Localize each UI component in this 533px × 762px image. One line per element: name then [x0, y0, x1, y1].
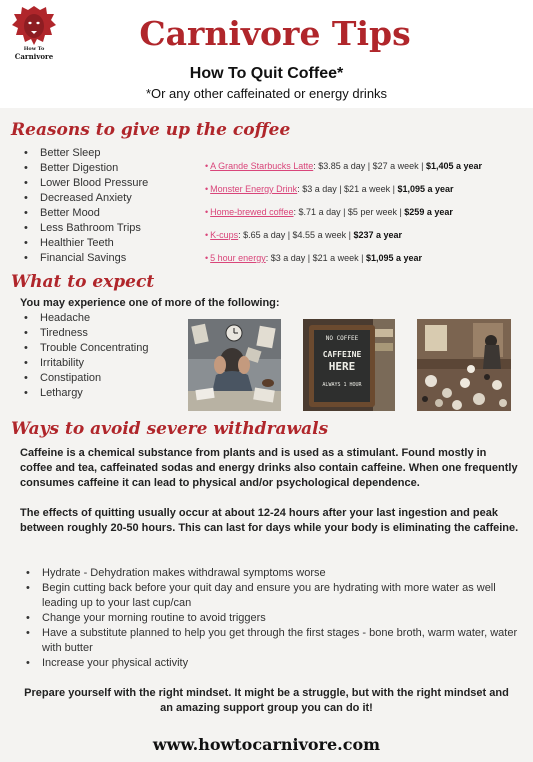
chalkboard-text	[314, 333, 370, 391]
cost-total: $259 a year	[404, 207, 453, 217]
cost-row: • 5 hour energy: $3 a day | $21 a week | $1,095 a year	[205, 253, 423, 263]
lion-head-icon	[8, 4, 60, 48]
cost-total: $1,095 a year	[365, 253, 423, 263]
cost-row: • K-cups: $.65 a day | $4.55 a week | $237 a year	[205, 230, 402, 240]
logo-line2: Carnivore	[14, 52, 54, 61]
cost-link[interactable]: Monster Energy Drink	[210, 184, 298, 194]
logo-wordmark	[8, 46, 60, 60]
expect-intro: You may experience one of more of the following:	[20, 297, 280, 309]
cost-detail: : $3 a day | $21 a week |	[265, 253, 366, 263]
website-link[interactable]: www.howtocarnivore.com	[152, 735, 381, 754]
reason-item: • Less Bathroom Trips	[20, 221, 148, 236]
photo-stressed-person	[188, 319, 281, 411]
tip-item: • Have a substitute planned to help you get through the first stages - bone broth, warm water, water with butter	[22, 626, 522, 656]
sign-line4: ALWAYS 1 HOUR	[322, 382, 362, 388]
symptom-item: • Trouble Concentrating	[20, 341, 148, 356]
symptom-item: • Tiredness	[20, 326, 148, 341]
cost-total: $1,405 a year	[425, 161, 483, 171]
cost-link[interactable]: A Grande Starbucks Latte	[210, 161, 314, 171]
sign-line2: CAFFEINE	[322, 350, 362, 359]
cost-total: $237 a year	[353, 230, 402, 240]
cost-link[interactable]: K-cups	[210, 230, 239, 240]
reason-item: • Better Mood	[20, 206, 148, 221]
reason-item: • Decreased Anxiety	[20, 191, 148, 206]
photo-no-coffee-sign	[303, 319, 395, 411]
caffeine-paragraph: Caffeine is a chemical substance from plants and is used as a stimulant. Found mostly in coffee and tea, caffeinated sodas and energy drinks also contain caffeine. When one frequently consumes caffeine it can lead to physical and/or psychological dependence.	[20, 447, 518, 489]
symptoms-list	[20, 311, 148, 401]
cost-detail: : $3 a day | $21 a week |	[297, 184, 398, 194]
withdrawals-heading: Ways to avoid severe withdrawals	[11, 419, 329, 439]
page-subtitle: How To Quit Coffee*	[189, 65, 344, 82]
reason-item: • Better Sleep	[20, 146, 148, 161]
cost-row: • Monster Energy Drink: $3 a day | $21 a week | $1,095 a year	[205, 184, 454, 194]
symptom-item: • Irritability	[20, 356, 148, 371]
expect-heading: What to expect	[11, 272, 155, 292]
sign-line1: NO COFFEE	[325, 335, 359, 342]
cost-detail: : $.71 a day | $5 per week |	[293, 207, 405, 217]
effects-paragraph: The effects of quitting usually occur at about 12-24 hours after your last ingestion and peak between roughly 20-50 hours. This can last for days while your body is eliminating the caffeine.	[20, 507, 519, 534]
sign-line3: HERE	[328, 360, 356, 373]
tip-item: • Change your morning routine to avoid triggers	[22, 611, 522, 626]
closing-message: Prepare yourself with the right mindset. It might be a struggle, but with the right mindset and an amazing support group you can do it!	[24, 687, 509, 714]
cost-detail: : $3.85 a day | $27 a week |	[313, 161, 426, 171]
page-subnote: *Or any other caffeinated or energy drinks	[145, 86, 388, 101]
symptom-item: • Lethargy	[20, 386, 148, 401]
symptom-item: • Constipation	[20, 371, 148, 386]
cost-list	[205, 160, 530, 275]
cost-link[interactable]: Home-brewed coffee	[210, 207, 294, 217]
cost-total: $1,095 a year	[397, 184, 454, 194]
tip-item: • Hydrate - Dehydration makes withdrawal symptoms worse	[22, 566, 522, 581]
tip-item: • Increase your physical activity	[22, 656, 522, 671]
reasons-heading: Reasons to give up the coffee	[11, 120, 291, 140]
cost-link[interactable]: 5 hour energy	[210, 253, 266, 263]
cost-row: • A Grande Starbucks Latte: $3.85 a day | $27 a week | $1,405 a year	[205, 161, 483, 171]
reasons-list	[20, 146, 148, 266]
cost-row: • Home-brewed coffee: $.71 a day | $5 per week | $259 a year	[205, 207, 453, 217]
reason-item: • Better Digestion	[20, 161, 148, 176]
tip-item: • Begin cutting back before your quit day and ensure you are hydrating with more water as well leading up to your last cup/can	[22, 581, 522, 611]
page-title: Carnivore Tips	[139, 14, 411, 53]
photo-messy-room	[417, 319, 511, 411]
header	[0, 0, 533, 108]
symptom-item: • Headache	[20, 311, 148, 326]
logo-line1: How To	[23, 46, 45, 52]
reason-item: • Financial Savings	[20, 251, 148, 266]
reason-item: • Healthier Teeth	[20, 236, 148, 251]
reason-item: • Lower Blood Pressure	[20, 176, 148, 191]
cost-detail: : $.65 a day | $4.55 a week |	[238, 230, 354, 240]
lion-logo	[8, 4, 60, 64]
tips-list	[22, 566, 522, 671]
